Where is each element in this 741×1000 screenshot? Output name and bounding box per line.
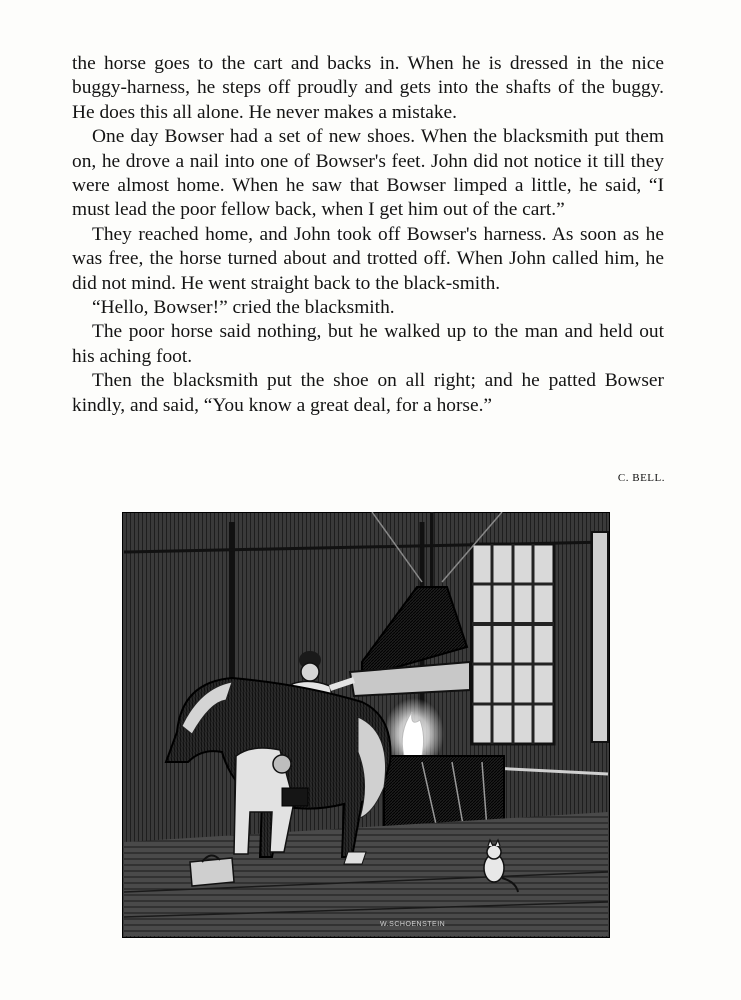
author-credit: C. BELL.: [617, 472, 665, 484]
story-text: [72, 52, 664, 418]
paragraph-3: They reached home, and John took off Bowser's harness. As soon as he was free, the horse turned about and trotted off. When John called him, he did not mind. He went straight back to the black-smith.: [72, 223, 664, 294]
paragraph-4: “Hello, Bowser!” cried the blacksmith.: [92, 297, 395, 319]
paragraph-6: Then the blacksmith put the shoe on all right; and he patted Bowser kindly, and said, “You know a great deal, for a horse.”: [72, 370, 664, 416]
paragraph-1: the horse goes to the cart and backs in. When he is dressed in the nice buggy-harness, he steps off proudly and gets into the shafts of the buggy. He does this all alone. He never makes a mistake.: [72, 53, 664, 123]
paragraph-2: One day Bowser had a set of new shoes. When the blacksmith put them on, he drove a nail into one of Bowser's feet. John did not notice it till they were almost home. When he saw that Bowser limped a little, he said, “I must lead the poor fellow back, when I get him out of the cart.”: [72, 126, 664, 221]
blacksmith-engraving: [122, 512, 610, 938]
paragraph-5: The poor horse said nothing, but he walked up to the man and held out his aching foot.: [72, 321, 664, 367]
engraver-signature: W.SCHOENSTEIN: [380, 921, 446, 928]
